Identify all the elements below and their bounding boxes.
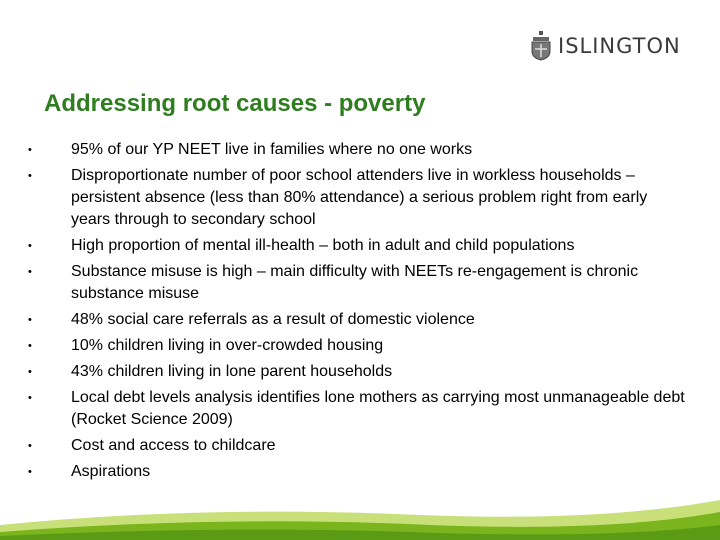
bullet-icon: •: [28, 314, 32, 326]
bullet-icon: •: [28, 170, 32, 182]
bullet-list: [28, 139, 688, 487]
bullet-icon: •: [28, 440, 32, 452]
bullet-item: [28, 335, 688, 357]
bullet-icon: •: [28, 366, 32, 378]
bullet-text: Substance misuse is high – main difficulty with NEETs re-engagement is chronic substance misuse: [71, 263, 639, 302]
bullet-text: Disproportionate number of poor school attenders live in workless households – persistent absence (less than 80% attendance) a serious problem right from early years through to secondary school: [71, 167, 648, 228]
bullet-icon: •: [28, 466, 32, 478]
bullet-item: [28, 387, 688, 431]
crest-icon: [530, 31, 552, 61]
bullet-item: [28, 261, 688, 305]
decorative-wave: [0, 470, 720, 540]
bullet-icon: •: [28, 144, 32, 156]
bullet-icon: •: [28, 340, 32, 352]
bullet-icon: •: [28, 392, 32, 404]
bullet-text: Cost and access to childcare: [71, 437, 276, 454]
logo-text: ISLINGTON: [558, 34, 681, 58]
bullet-icon: •: [28, 240, 32, 252]
bullet-item: [28, 435, 688, 457]
bullet-icon: •: [28, 266, 32, 278]
bullet-item: [28, 139, 688, 161]
bullet-text: 10% children living in over-crowded housing: [71, 337, 384, 354]
bullet-item: [28, 361, 688, 383]
bullet-item: [28, 235, 688, 257]
bullet-text: Local debt levels analysis identifies lone mothers as carrying most unmanageable debt (Rocket Science 2009): [71, 389, 685, 428]
slide-title: Addressing root causes - poverty: [44, 90, 426, 117]
bullet-text: 48% social care referrals as a result of domestic violence: [71, 311, 475, 328]
bullet-text: Aspirations: [71, 463, 151, 480]
bullet-item: [28, 309, 688, 331]
bullet-text: 43% children living in lone parent households: [71, 363, 393, 380]
islington-logo: [530, 30, 681, 62]
bullet-text: High proportion of mental ill-health – both in adult and child populations: [71, 237, 575, 254]
bullet-item: [28, 165, 688, 231]
bullet-text: 95% of our YP NEET live in families where no one works: [71, 141, 473, 158]
